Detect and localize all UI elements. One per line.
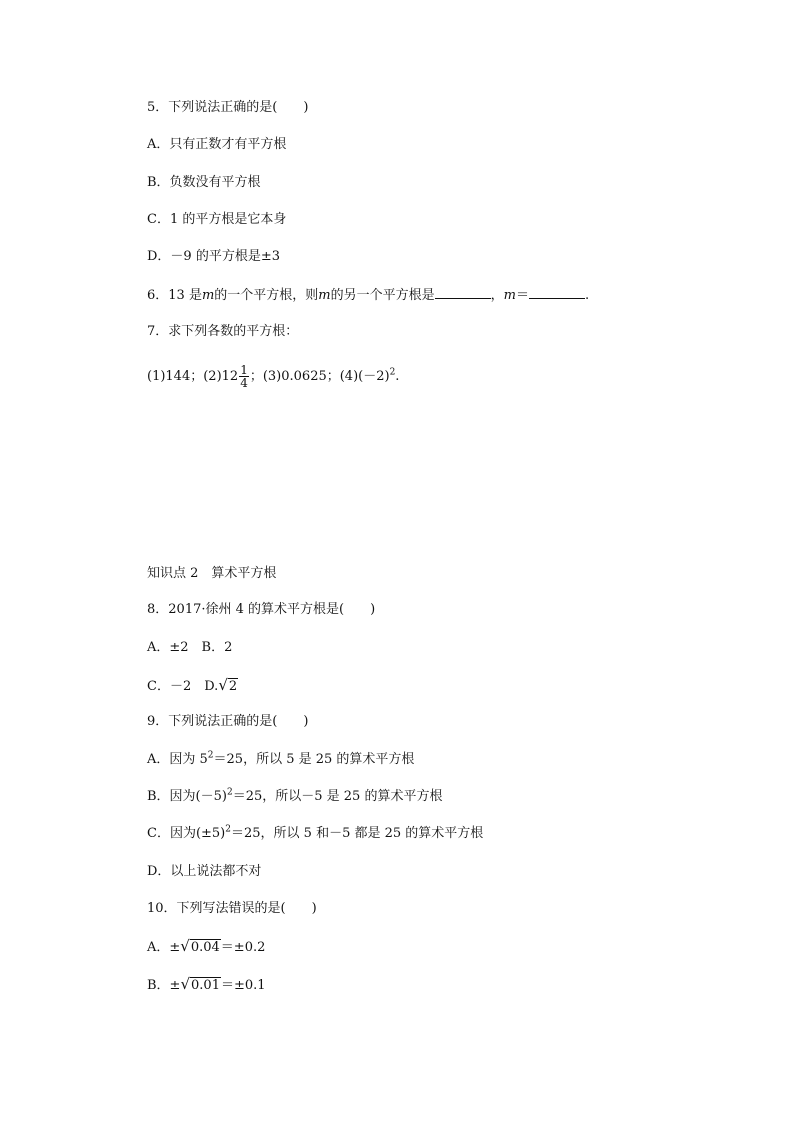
q6-text-2: 的一个平方根，则 bbox=[214, 288, 319, 303]
fraction-denominator: 4 bbox=[240, 376, 248, 390]
sqrt-symbol: √0.01 bbox=[180, 975, 220, 993]
q10-a-text-1: A．± bbox=[147, 940, 181, 955]
q9-a-text-2: ＝25，所以 5 是 25 的算术平方根 bbox=[213, 752, 415, 767]
q8-stem: 8．2017·徐州 4 的算术平方根是( ) bbox=[147, 602, 376, 617]
answer-blank[interactable] bbox=[435, 286, 491, 299]
fraction bbox=[239, 364, 249, 389]
section-heading: 知识点 2 算术平方根 bbox=[147, 566, 277, 581]
q10-option-a bbox=[147, 938, 265, 956]
q7-items bbox=[147, 364, 399, 389]
sqrt-symbol: √2 bbox=[218, 676, 238, 694]
q9-b-text-1: B．因为(－5) bbox=[147, 789, 227, 804]
q9-c-text-1: C．因为(±5) bbox=[147, 826, 226, 841]
q10-a-text-2: ＝±0.2 bbox=[220, 940, 266, 955]
exponent: 2 bbox=[389, 367, 396, 378]
q9-option-d: D．以上说法都不对 bbox=[147, 864, 262, 879]
q6 bbox=[147, 286, 589, 304]
q5-option-b: B．负数没有平方根 bbox=[147, 175, 261, 190]
exponent: 2 bbox=[207, 750, 214, 761]
q6-var-m: m bbox=[318, 288, 331, 303]
q9-option-c bbox=[147, 826, 483, 842]
q9-stem: 9．下列说法正确的是( ) bbox=[147, 714, 309, 729]
q9-b-text-2: ＝25，所以－5 是 25 的算术平方根 bbox=[232, 789, 443, 804]
radicand: 0.01 bbox=[191, 978, 220, 993]
q9-a-text-1: A．因为 5 bbox=[147, 752, 208, 767]
exponent: 2 bbox=[226, 787, 233, 798]
q6-end: . bbox=[585, 288, 590, 303]
q10-b-text-2: ＝±0.1 bbox=[220, 978, 266, 993]
q5-option-a: A．只有正数才有平方根 bbox=[147, 137, 287, 152]
q10-b-text-1: B．± bbox=[147, 978, 181, 993]
q9-c-text-2: ＝25，所以 5 和－5 都是 25 的算术平方根 bbox=[231, 826, 484, 841]
q6-text-4: ， bbox=[490, 288, 504, 303]
q10-stem: 10．下列写法错误的是( ) bbox=[147, 901, 317, 916]
q8-options-cd bbox=[147, 677, 238, 695]
q10-option-b bbox=[147, 976, 266, 994]
q5-stem: 5．下列说法正确的是( ) bbox=[147, 100, 309, 115]
q7-stem: 7．求下列各数的平方根： bbox=[147, 324, 299, 339]
q5-option-d: D．－9 的平方根是±3 bbox=[147, 249, 280, 264]
q6-text-1: 6．13 是 bbox=[147, 288, 202, 303]
q6-var-m: m bbox=[503, 288, 516, 303]
q7-text-2: ；(3)0.0625；(4)(－2) bbox=[249, 369, 390, 384]
q5-option-c: C．1 的平方根是它本身 bbox=[147, 212, 287, 227]
q7-end: . bbox=[395, 369, 400, 384]
q9-option-b bbox=[147, 789, 442, 805]
q7-text-1: (1)144；(2)12 bbox=[147, 369, 239, 384]
answer-blank[interactable] bbox=[529, 286, 585, 299]
q6-text-5: ＝ bbox=[515, 288, 529, 303]
radicand: 0.04 bbox=[190, 940, 220, 955]
radicand: 2 bbox=[228, 679, 238, 694]
fraction-numerator: 1 bbox=[240, 363, 248, 377]
q8-options-ab: A．±2 B．2 bbox=[147, 640, 233, 655]
q6-var-m: m bbox=[201, 288, 215, 303]
q9-option-a bbox=[147, 752, 414, 768]
q8-option-c-text: C．－2 D. bbox=[147, 679, 219, 694]
sqrt-symbol: √0.04 bbox=[180, 937, 220, 955]
q6-text-3: 的另一个平方根是 bbox=[330, 288, 435, 303]
exponent: 2 bbox=[225, 824, 231, 835]
